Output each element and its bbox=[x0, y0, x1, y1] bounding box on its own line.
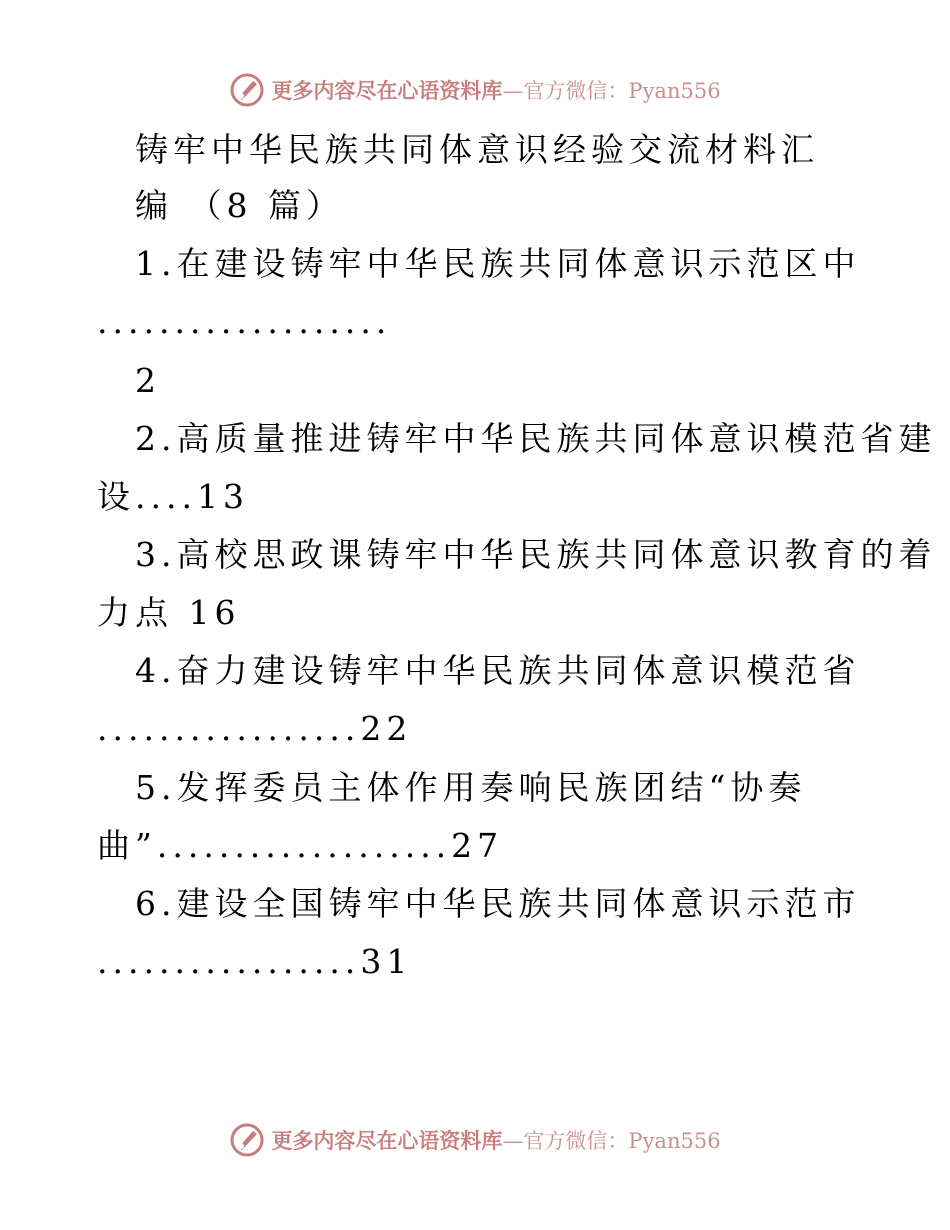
document-title-line-2: 编 （8 篇） bbox=[135, 186, 344, 225]
toc-entry-6-page: .................31 bbox=[97, 942, 413, 981]
toc-entry-6-title: 6.建设全国铸牢中华民族共同体意识示范市 bbox=[135, 884, 861, 923]
watermark-brand: 更多内容尽在心语资料库 bbox=[271, 78, 503, 103]
toc-entry-4-title: 4.奋力建设铸牢中华民族共同体意识模范省 bbox=[135, 651, 861, 690]
quill-logo-icon bbox=[229, 1122, 265, 1158]
watermark-text bbox=[271, 75, 720, 105]
toc-entry-2-title: 2.高质量推进铸牢中华民族共同体意识模范省建 bbox=[135, 419, 937, 458]
watermark-brand: 更多内容尽在心语资料库 bbox=[271, 1128, 503, 1153]
quill-logo-icon bbox=[229, 72, 265, 108]
toc-entry-3-page: 力点 16 bbox=[97, 593, 241, 632]
footer-watermark bbox=[0, 1120, 950, 1160]
document-title-line-1: 铸牢中华民族共同体意识经验交流材料汇 bbox=[135, 130, 819, 169]
toc-entry-3-title: 3.高校思政课铸牢中华民族共同体意识教育的着 bbox=[135, 535, 937, 574]
toc-entry-2-page: 设....13 bbox=[97, 477, 249, 516]
toc-entry-1-page: 2 bbox=[135, 361, 161, 400]
toc-entry-1-leader: ................... bbox=[97, 302, 392, 341]
toc-entry-5-title: 5.发挥委员主体作用奏响民族团结“协奏 bbox=[135, 768, 807, 807]
header-watermark bbox=[0, 70, 950, 110]
watermark-text bbox=[271, 1125, 720, 1155]
watermark-tail: —官方微信：Pyan556 bbox=[502, 79, 721, 103]
toc-entry-4-page: .................22 bbox=[97, 709, 413, 748]
toc-entry-1-title: 1.在建设铸牢中华民族共同体意识示范区中 bbox=[135, 244, 861, 283]
watermark-tail: —官方微信：Pyan556 bbox=[502, 1129, 721, 1153]
toc-entry-5-page: 曲”...................27 bbox=[97, 826, 504, 865]
